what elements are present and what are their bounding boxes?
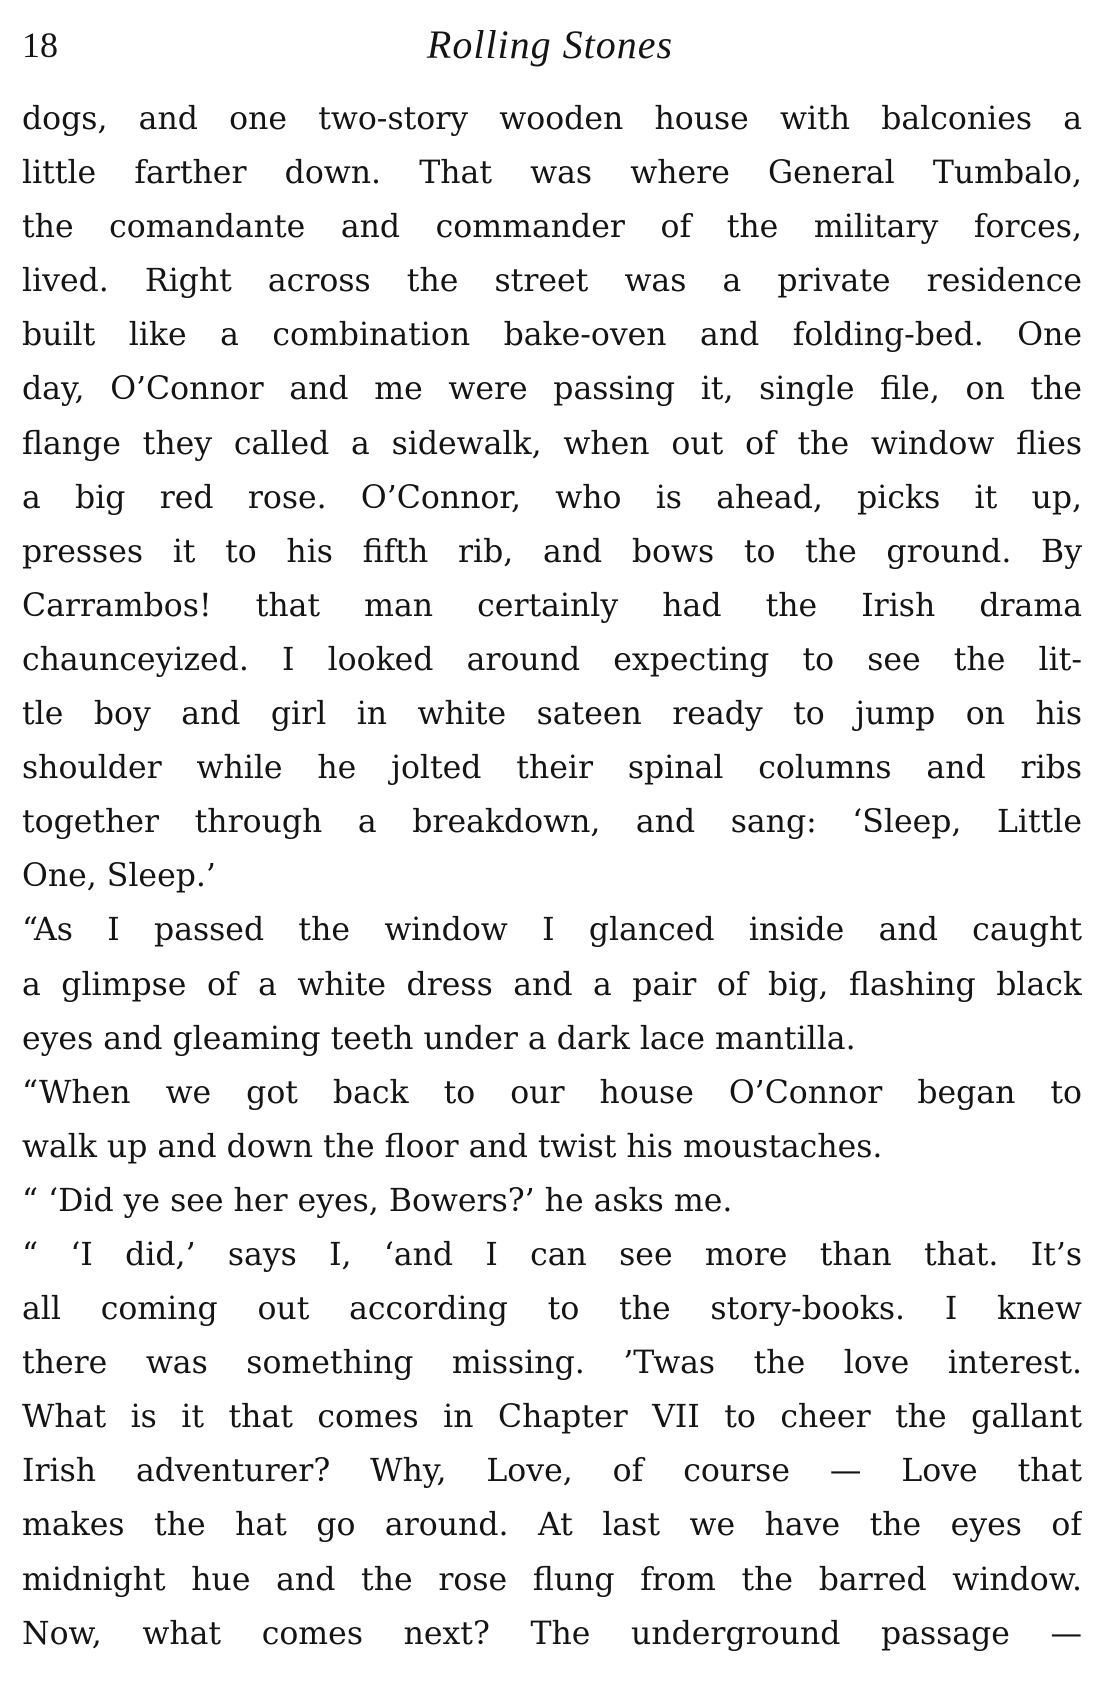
text-line: the comandante and commander of the military forces, — [22, 209, 1082, 246]
text-line: together through a breakdown, and sang: ‘Sleep, Little — [22, 804, 1082, 841]
text-line: day, O’Connor and me were passing it, single file, on the — [22, 371, 1082, 408]
text-line: built like a combination bake-oven and folding-bed. One — [22, 317, 1082, 354]
text-line: What is it that comes in Chapter VII to cheer the gallant — [22, 1399, 1082, 1436]
page-number: 18 — [22, 25, 58, 65]
running-head — [22, 14, 1078, 76]
text-line: “As I passed the window I glanced inside and caught — [22, 912, 1082, 949]
text-line: Irish adventurer? Why, Love, of course — Love that — [22, 1453, 1082, 1490]
body-text — [22, 92, 1082, 1661]
text-line: Now, what comes next? The underground passage — — [22, 1615, 1082, 1652]
text-line: Carrambos! that man certainly had the Irish drama — [22, 587, 1082, 624]
text-line: One, Sleep.’ — [22, 858, 216, 895]
text-line: “When we got back to our house O’Connor began to — [22, 1074, 1082, 1111]
text-line: lived. Right across the street was a private residence — [22, 263, 1082, 300]
text-line: walk up and down the floor and twist his moustaches. — [22, 1128, 883, 1165]
text-line: dogs, and one two-story wooden house with balconies a — [22, 101, 1082, 137]
text-line: a big red rose. O’Connor, who is ahead, picks it up, — [22, 479, 1082, 516]
text-line: flange they called a sidewalk, when out of the window flies — [22, 425, 1082, 462]
text-line: presses it to his fifth rib, and bows to the ground. By — [22, 533, 1082, 570]
text-line: tle boy and girl in white sateen ready to jump on his — [22, 696, 1082, 733]
text-line: little farther down. That was where General Tumbalo, — [22, 155, 1082, 192]
text-line: midnight hue and the rose flung from the barred window. — [22, 1561, 1082, 1598]
text-line: there was something missing. ’Twas the love interest. — [22, 1345, 1082, 1382]
text-line: “ ‘I did,’ says I, ‘and I can see more than that. It’s — [22, 1236, 1082, 1273]
text-line: chaunceyized. I looked around expecting to see the lit- — [22, 641, 1082, 678]
text-line: a glimpse of a white dress and a pair of big, flashing black — [22, 966, 1082, 1003]
text-line: shoulder while he jolted their spinal columns and ribs — [22, 750, 1082, 787]
running-title: Rolling Stones — [426, 22, 674, 67]
text-line: all coming out according to the story-books. I knew — [22, 1291, 1082, 1328]
text-line: eyes and gleaming teeth under a dark lace mantilla. — [22, 1020, 856, 1057]
text-line: makes the hat go around. At last we have the eyes of — [22, 1507, 1082, 1544]
text-line: “ ‘Did ye see her eyes, Bowers?’ he asks me. — [22, 1182, 733, 1219]
